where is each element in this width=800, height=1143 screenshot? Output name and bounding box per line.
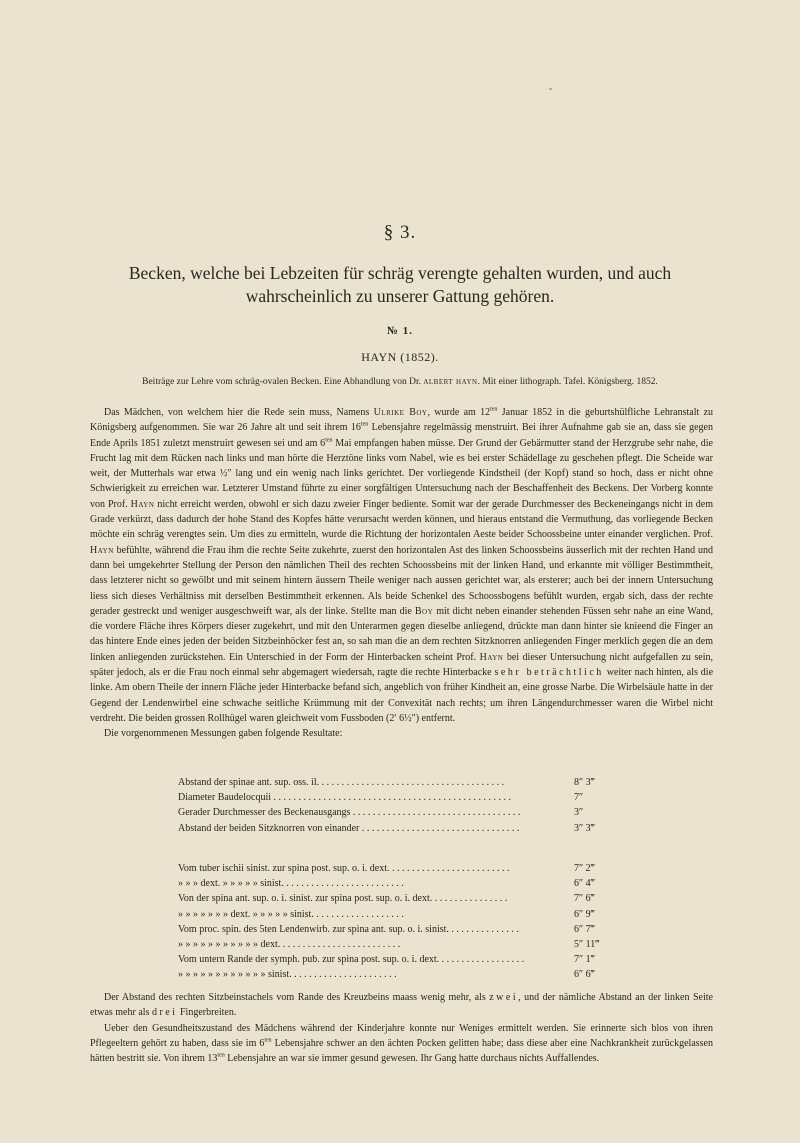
measurement-row xyxy=(178,821,618,836)
measurement-row xyxy=(178,891,618,906)
measurement-label: Abstand der beiden Sitzknorren von einander . . . . . . . . . . . . . . . . . . . . . . . . . . . . . . . . xyxy=(178,822,520,834)
measurement-label: Vom untern Rande der symph. pub. zur spina post. sup. o. i. dext. . . . . . . . . . . . . . . . . . xyxy=(178,954,525,966)
measurement-row xyxy=(178,876,618,891)
measurement-label: Abstand der spinae ant. sup. oss. il. . . . . . . . . . . . . . . . . . . . . . . . . . . . . . . . . . . . . . xyxy=(178,777,505,788)
measurement-value: 7″ 1‴ xyxy=(571,952,618,967)
measurement-label: » » » dext. » » » » » sinist. . . . . . . . . . . . . . . . . . . . . . . . . xyxy=(178,878,404,890)
main-body-text xyxy=(90,405,713,742)
closing-text xyxy=(90,990,713,1066)
chapter-title: Becken, welche bei Lebzeiten für schräg verengte gehalten wurden, und auch wahrscheinlich zu unserer Gattung gehören. xyxy=(128,263,672,306)
measurement-table-oblique xyxy=(178,861,618,983)
measurement-row xyxy=(178,922,618,937)
speck-mark xyxy=(549,88,552,90)
measurement-label: » » » » » » » » » » » dext. . . . . . . . . . . . . . . . . . . . . . . . . xyxy=(178,938,401,950)
reference-author-name: albert hayn xyxy=(423,377,478,387)
measurement-value: 3″ 3‴ xyxy=(571,821,618,836)
measurement-value: 3″ xyxy=(571,805,618,820)
case-number: № 1. xyxy=(386,325,414,337)
measurement-label: Diameter Baudelocquii . . . . . . . . . . . . . . . . . . . . . . . . . . . . . . . . . . . . . . . . . . . . . . . . xyxy=(178,792,512,804)
measurement-label: » » » » » » » » » » » » sinist. . . . . . . . . . . . . . . . . . . . . . xyxy=(178,969,397,981)
measurement-value: 6″ 7‴ xyxy=(571,922,618,937)
reference-text-before: Beiträge zur Lehre vom schräg-ovalen Becken. Eine Abhandlung von Dr. xyxy=(142,377,421,387)
bibliographic-reference xyxy=(0,377,800,387)
measurement-value: 5″ 11‴ xyxy=(571,937,618,952)
measurement-label: Vom proc. spin. des 5ten Lendenwirb. zur spina ant. sup. o. i. sinist. . . . . . . . . . . . . . . xyxy=(178,923,519,935)
measurement-row xyxy=(178,937,618,952)
spaced-emphasis: sehr beträchtlich xyxy=(494,667,604,679)
case-author: HAYN (1852). xyxy=(361,350,439,364)
measurement-row xyxy=(178,861,618,876)
measurement-label: Gerader Durchmesser des Beckenausgangs . . . . . . . . . . . . . . . . . . . . . . . . . . . . . . . . . . xyxy=(178,807,521,819)
measurement-row xyxy=(178,952,618,967)
reference-text-after: . Mit einer lithograph. Tafel. Königsberg. 1852. xyxy=(477,377,658,387)
measurement-label: Vom tuber ischii sinist. zur spina post. sup. o. i. dext. . . . . . . . . . . . . . . . . . . . . . . . . xyxy=(178,863,510,874)
patient-name: Ulrike Boy xyxy=(373,407,428,418)
measurement-value: 7″ 6‴ xyxy=(571,891,618,906)
measurement-row xyxy=(178,967,618,982)
measurement-label: Von der spina ant. sup. o. i. sinist. zur spina post. sup. o. i. dext. . . . . . . . . . . . . . . . xyxy=(178,893,508,905)
paragraph-health-history: Ueber den Gesundheitszustand des Mädchens während der Kinderjahre konnte nur Weniges ermittelt werden. Sie erinnerte sich blos von ihren Pflegeeltern gehört zu haben, dass sie im $6^{ten}$ Lebensjahre schwer an den ächten Pocken gelitten habe; dass diese aber eine Nachkrankheit zurückgelassen hätten bestritt sie. Von ihrem $13^{ten}$ Lebensjahre an war sie immer gesund gewesen. Ihr Gang hatte durchaus nichts Auffallendes. xyxy=(90,1022,713,1065)
measurement-label: » » » » » » » dext. » » » » » sinist. . . . . . . . . . . . . . . . . . . xyxy=(178,908,404,920)
measurement-row xyxy=(178,907,618,922)
measurement-value: 8″ 3‴ xyxy=(571,775,618,790)
measurement-value: 7″ xyxy=(571,790,618,805)
measurement-value: 6″ 4‴ xyxy=(571,876,618,891)
measurement-row xyxy=(178,775,618,790)
measurement-table-pelvis xyxy=(178,775,618,836)
section-heading: § 3. xyxy=(383,222,417,243)
measurement-value: 7″ 2‴ xyxy=(571,861,618,876)
paragraph-ischial-spine: Der Abstand des rechten Sitzbeinstachels vom Rande des Kreuzbeins maass wenig mehr, als zwei, und der nämliche Abstand an der linken Seite etwas mehr als drei Fingerbreiten. xyxy=(90,992,713,1019)
paragraph-measurements-intro: Die vorgenommenen Messungen gaben folgende Resultate: xyxy=(104,728,343,740)
measurement-value: 6″ 9‴ xyxy=(571,907,618,922)
measurement-row xyxy=(178,790,618,805)
measurement-row xyxy=(178,805,618,820)
measurement-value: 6″ 6‴ xyxy=(571,967,618,982)
paragraph-case-description: Das Mädchen, von welchem hier die Rede sein muss, Namens Ulrike Boy, wurde am $12^{ten}$ Januar 1852 in die geburtshülfliche Lehranstalt zu Königsberg aufgenommen. Sie war 26 Jahre alt und seit ihrem $16^{ten}$ Lebensjahre regelmässig menstruirt. Bei ihrer Aufnahme gab sie an, dass sie gegen Ende Aprils 1851 zuletzt menstruirt gewesen sei und am $6^{ten}$ Mai empfangen haben müsse. Der Grund der Gebärmutter stand der Herzgrube sehr nahe, die Frucht lag mit dem Rücken nach links und man hörte die Herztöne links vom Nabel, wie es bei erster Schädellage zu geschehen pflegt. Die Scheide war weit, der Mutterhals war etwa ½″ lang und ein wenig nach links gerichtet. Der vorliegende Kindstheil (der Kopf) stand so hoch, dass er nicht ohne Schwierigkeit zu erreichen war. Letzterer Umstand führte zu einer sorgfältigen Untersuchung nach der Beschaffenheit des Beckens. Der Vorberg konnte von Prof. Hayn nicht erreicht werden, obwohl er sich dazu zweier Finger bediente. Somit war der gerade Durchmesser des Beckeneingangs nicht in dem Grade verkürzt, dass dadurch der hohe Stand des Kopfes hätte verursacht werden können, und hieraus entstand die Vermuthung, das vorliegende Becken möchte ein schräg verengtes sein. Um dies zu ermitteln, wurde die Richtung der horizontalen Aeste beider Schoossbeine unter einander verglichen. Prof. Hayn befühlte, während die Frau ihm die rechte Seite zukehrte, zuerst den horizontalen Ast des linken Schoossbeins äusserlich mit der rechten Hand und dann bei umgekehrter Stellung der Person den nämlichen Theil des rechten Schoossbeins mit der linken Hand, und erkannte mit völliger Bestimmtheit, dass letzterer nicht so gewölbt und mit seinem hintern äussern Theile weniger nach aussen gerichtet war, als ersterer; auch bei der innern Untersuchung liess sich dieses Verhältniss mit derselben Bestimmtheit erkennen. Als beide Schenkel des Schoossbogens befühlt wurden, ergab sich, dass der rechte gerader gestreckt und weniger ausgeschweift war, als der linke. Stellte man die Boy mit dicht neben einander stehenden Füssen sehr nahe an eine Wand, die vordere Fläche ihres Körpers dieser zugekehrt, und mit den Unterarmen gegen dieselbe anliegend, drückte man dann hinter sie knieend die Finger an das hintere Ende eines jeden der beiden Sitzbeinhöcker fest an, so sah man die an dem rechten Sitzknorren anliegenden Finger merklich gegen die an dem linken anliegenden zurückstehen. Ein Unterschied in der Form der Hinterbacken scheint Prof. Hayn bei dieser Untersuchung nicht aufgefallen zu sein, später jedoch, als er die Frau noch einmal sehr abgemagert wiedersah, ragte die rechte Hinterbacke sehr beträchtlich weiter nach hinten, als die linke. Am obern Theile der innern Fläche jeder Hinterbacke befand sich, angeblich von früher Kindheit an, eine grosse Narbe. Die Wirbelsäule hatte in der Gegend der Lendenwirbel eine schwache seitliche Krümmung mit der Convexität nach rechts; um ihren Längendurchmesser waren die Wirbel nicht verdreht. Die beiden grossen Rollhügel waren gleichweit vom Fussboden (2′ 6½″) entfernt. xyxy=(90,406,714,724)
